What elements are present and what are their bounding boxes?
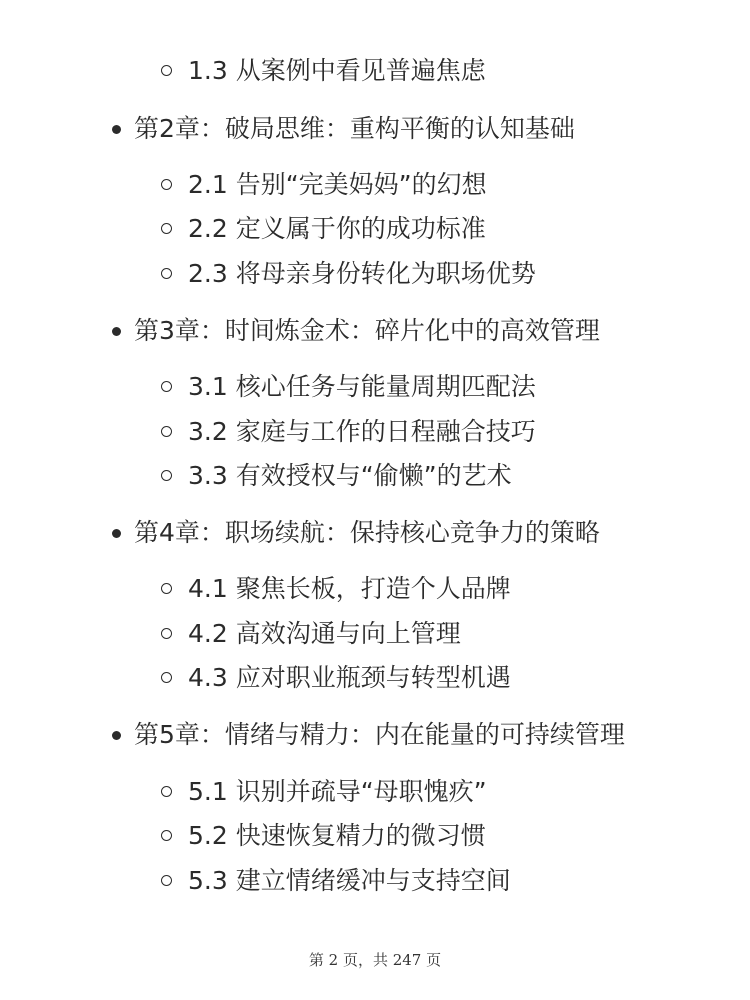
section-title: 4.3 应对职业瓶颈与转型机遇 [188,663,511,692]
section-title: 5.2 快速恢复精力的微习惯 [188,821,486,850]
section-title: 4.2 高效沟通与向上管理 [188,619,461,648]
hollow-circle-bullet-icon [161,875,172,886]
hollow-circle-bullet-icon [161,830,172,841]
hollow-circle-bullet-icon [161,381,172,392]
chapter-title: 第3章：时间炼金术：碎片化中的高效管理 [134,316,600,345]
section-title: 2.3 将母亲身份转化为职场优势 [188,259,536,288]
chapter-title: 第4章：职场续航：保持核心竞争力的策略 [134,518,600,547]
section-title: 3.2 家庭与工作的日程融合技巧 [188,417,536,446]
page-number-footer: 第 2 页，共 247 页 [308,951,442,969]
chapter-title: 第2章：破局思维：重构平衡的认知基础 [134,114,575,143]
hollow-circle-bullet-icon [161,583,172,594]
hollow-circle-bullet-icon [161,65,172,76]
filled-circle-bullet-icon [112,529,121,538]
section-title: 5.3 建立情绪缓冲与支持空间 [188,866,511,895]
section-title: 2.1 告别“完美妈妈”的幻想 [188,170,487,199]
hollow-circle-bullet-icon [161,426,172,437]
chapter-title: 第5章：情绪与精力：内在能量的可持续管理 [134,720,625,749]
section-title: 3.1 核心任务与能量周期匹配法 [188,372,536,401]
hollow-circle-bullet-icon [161,470,172,481]
hollow-circle-bullet-icon [161,223,172,234]
filled-circle-bullet-icon [112,731,121,740]
hollow-circle-bullet-icon [161,672,172,683]
section-title: 4.1 聚焦长板，打造个人品牌 [188,574,511,603]
hollow-circle-bullet-icon [161,628,172,639]
hollow-circle-bullet-icon [161,786,172,797]
section-title: 3.3 有效授权与“偷懒”的艺术 [188,461,512,490]
section-title: 5.1 识别并疏导“母职愧疚” [188,777,487,806]
filled-circle-bullet-icon [112,125,121,134]
hollow-circle-bullet-icon [161,268,172,279]
hollow-circle-bullet-icon [161,179,172,190]
section-title: 2.2 定义属于你的成功标准 [188,214,486,243]
section-title: 1.3 从案例中看见普遍焦虑 [188,56,486,85]
filled-circle-bullet-icon [112,327,121,336]
